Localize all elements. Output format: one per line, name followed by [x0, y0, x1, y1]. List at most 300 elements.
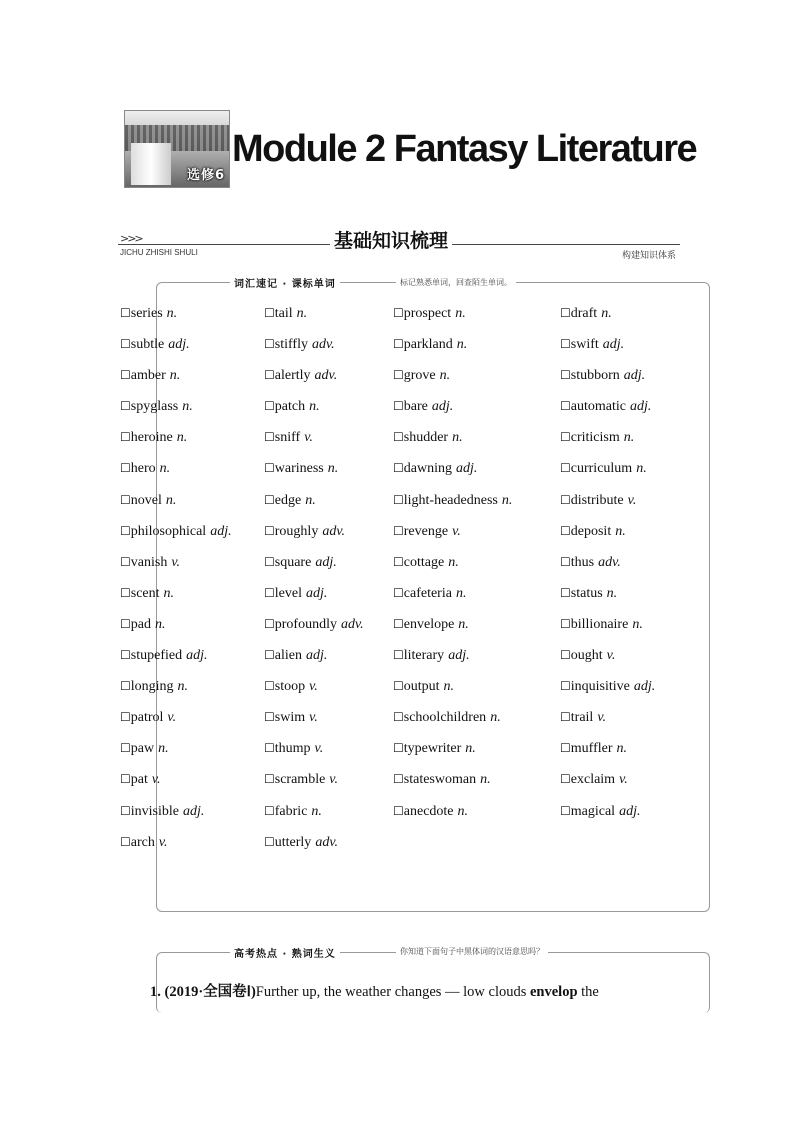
vocab-word: swift	[570, 337, 599, 353]
checkbox-icon[interactable]: ☐	[264, 430, 275, 445]
part-of-speech: adj.	[623, 368, 646, 384]
part-of-speech: n.	[455, 585, 467, 601]
checkbox-icon[interactable]: ☐	[120, 492, 131, 507]
part-of-speech: n.	[615, 523, 626, 539]
vocab-item[interactable]	[393, 741, 512, 772]
checkbox-icon[interactable]: ☐	[393, 492, 404, 507]
checkbox-icon[interactable]: ☐	[560, 337, 571, 352]
checkbox-icon[interactable]: ☐	[264, 741, 275, 756]
checkbox-icon[interactable]: ☐	[560, 306, 571, 320]
module-banner-image	[124, 110, 230, 188]
vocab-item[interactable]	[393, 586, 512, 617]
vocab-item[interactable]	[393, 399, 512, 430]
hotspot-heading: 高考热点 · 熟词生义	[230, 945, 340, 960]
vocab-word: criticism	[570, 430, 620, 446]
checkbox-icon[interactable]: ☐	[560, 492, 571, 507]
vocab-item[interactable]	[120, 461, 232, 492]
checkbox-icon[interactable]: ☐	[120, 585, 131, 600]
checkbox-icon[interactable]: ☐	[264, 803, 275, 818]
part-of-speech: v.	[606, 648, 616, 664]
part-of-speech: adj.	[633, 679, 656, 695]
vocab-item[interactable]	[560, 741, 655, 772]
checkbox-icon[interactable]: ☐	[264, 616, 275, 631]
vocab-word: arch	[130, 834, 155, 850]
checkbox-icon[interactable]: ☐	[393, 337, 404, 352]
vocab-word: automatic	[570, 399, 626, 415]
checkbox-icon[interactable]: ☐	[560, 803, 571, 818]
part-of-speech: n.	[480, 772, 491, 788]
vocab-column	[393, 306, 512, 835]
vocab-word: stiffly	[274, 337, 308, 353]
vocab-item[interactable]	[560, 617, 655, 648]
vocab-word: wariness	[274, 461, 324, 477]
vocab-item[interactable]	[120, 337, 232, 368]
question-number: 1.	[150, 984, 161, 1000]
vocab-word: muffler	[570, 741, 613, 757]
section-arrows: >>>	[120, 232, 142, 245]
part-of-speech: n.	[169, 368, 181, 384]
vocab-item[interactable]	[264, 586, 364, 617]
vocab-word: thus	[570, 554, 595, 570]
checkbox-icon[interactable]: ☐	[393, 679, 404, 694]
part-of-speech: n.	[163, 585, 175, 601]
part-of-speech: n.	[632, 616, 643, 632]
part-of-speech: v.	[151, 772, 161, 788]
vocab-word: parkland	[403, 337, 453, 353]
part-of-speech: n.	[439, 368, 451, 384]
vocab-item[interactable]	[120, 524, 232, 555]
vocab-item[interactable]	[120, 679, 232, 710]
vocab-item[interactable]	[393, 337, 512, 368]
vocab-item[interactable]	[393, 368, 512, 399]
vocab-word: draft	[570, 306, 598, 321]
vocab-word: paw	[130, 741, 155, 757]
vocab-item[interactable]	[560, 493, 655, 524]
hotspot-note: 你知道下面句子中黑体词的汉语意思吗？	[396, 946, 548, 957]
vocab-word: scramble	[274, 772, 326, 788]
checkbox-icon[interactable]: ☐	[120, 461, 131, 476]
vocab-word: novel	[130, 492, 162, 508]
checkbox-icon[interactable]: ☐	[560, 741, 571, 756]
vocab-word: profoundly	[274, 616, 337, 632]
part-of-speech: adj.	[183, 803, 205, 819]
section-subtitle-right: 构建知识体系	[621, 251, 676, 261]
section-title: 基础知识梳理	[330, 226, 452, 253]
checkbox-icon[interactable]: ☐	[120, 648, 131, 663]
vocab-item[interactable]	[264, 710, 364, 741]
vocab-word: amber	[130, 368, 166, 384]
part-of-speech: adj.	[315, 554, 337, 570]
vocab-word: envelope	[403, 616, 455, 632]
checkbox-icon[interactable]: ☐	[264, 585, 275, 600]
part-of-speech: n.	[455, 306, 466, 321]
vocab-word: inquisitive	[570, 679, 630, 695]
vocab-word: tail	[274, 306, 293, 321]
vocab-item[interactable]	[393, 804, 512, 835]
vocab-item[interactable]	[393, 555, 512, 586]
vocab-item[interactable]	[264, 741, 364, 772]
vocab-word: spyglass	[130, 399, 179, 415]
vocab-column	[120, 306, 232, 866]
checkbox-icon[interactable]: ☐	[560, 399, 571, 414]
part-of-speech: n.	[452, 430, 463, 446]
vocab-word: hero	[130, 461, 156, 477]
vocab-item[interactable]	[120, 648, 232, 679]
part-of-speech: v.	[314, 741, 324, 757]
vocab-word: grove	[403, 368, 436, 384]
vocab-item[interactable]	[393, 710, 512, 741]
vocab-word: light-headedness	[403, 492, 498, 508]
checkbox-icon[interactable]: ☐	[120, 616, 131, 631]
vocab-word: dawning	[403, 461, 452, 477]
vocab-word: series	[130, 306, 163, 321]
vocab-item[interactable]	[120, 710, 232, 741]
part-of-speech: adj.	[305, 585, 328, 601]
vocab-word: subtle	[130, 337, 165, 353]
question-text-after: the	[577, 984, 599, 1000]
part-of-speech: n.	[158, 741, 169, 757]
part-of-speech: adj.	[629, 399, 652, 415]
checkbox-icon[interactable]: ☐	[560, 461, 571, 476]
checkbox-icon[interactable]: ☐	[120, 679, 131, 694]
vocab-word: stoop	[274, 679, 306, 695]
vocab-item[interactable]	[120, 430, 232, 461]
part-of-speech: n.	[465, 741, 476, 757]
checkbox-icon[interactable]: ☐	[560, 523, 571, 538]
checkbox-icon[interactable]: ☐	[120, 741, 131, 756]
part-of-speech: adj.	[448, 648, 470, 664]
checkbox-icon[interactable]: ☐	[560, 648, 571, 663]
part-of-speech: adj.	[602, 337, 625, 353]
checkbox-icon[interactable]: ☐	[264, 679, 275, 694]
vocab-item[interactable]	[264, 430, 364, 461]
vocab-word: deposit	[570, 523, 612, 539]
vocab-item[interactable]	[560, 679, 655, 710]
checkbox-icon[interactable]: ☐	[264, 337, 275, 352]
vocab-item[interactable]	[560, 804, 655, 835]
checkbox-icon[interactable]: ☐	[393, 554, 404, 569]
vocab-word: billionaire	[570, 616, 629, 632]
vocab-word: scent	[130, 585, 160, 601]
checkbox-icon[interactable]: ☐	[393, 306, 404, 320]
vocab-word: prospect	[403, 306, 452, 321]
vocab-word: alertly	[274, 368, 311, 384]
vocab-word: utterly	[274, 834, 312, 850]
question-bold-word: envelop	[530, 984, 578, 1000]
vocab-word: schoolchildren	[403, 710, 487, 726]
part-of-speech: v.	[597, 710, 606, 726]
checkbox-icon[interactable]: ☐	[264, 834, 275, 849]
part-of-speech: n.	[490, 710, 501, 726]
part-of-speech: adv.	[314, 368, 338, 384]
question-source: (2019·全国卷Ⅰ)	[164, 984, 256, 1000]
vocab-item[interactable]	[120, 772, 232, 803]
checkbox-icon[interactable]: ☐	[264, 772, 275, 787]
vocab-word: sniff	[274, 430, 301, 446]
part-of-speech: n.	[311, 803, 322, 819]
vocab-item[interactable]	[393, 648, 512, 679]
part-of-speech: adv.	[322, 523, 346, 539]
checkbox-icon[interactable]: ☐	[393, 523, 404, 538]
checkbox-icon[interactable]: ☐	[120, 430, 131, 445]
part-of-speech: n.	[458, 616, 469, 632]
checkbox-icon[interactable]: ☐	[120, 772, 131, 787]
part-of-speech: n.	[182, 399, 193, 415]
checkbox-icon[interactable]: ☐	[560, 368, 571, 383]
part-of-speech: v.	[619, 772, 628, 788]
part-of-speech: n.	[177, 679, 189, 695]
part-of-speech: v.	[158, 834, 168, 850]
vocab-item[interactable]	[120, 555, 232, 586]
vocab-item[interactable]	[560, 399, 655, 430]
vocab-item[interactable]	[120, 617, 232, 648]
vocab-word: typewriter	[403, 741, 462, 757]
part-of-speech: n.	[327, 461, 339, 477]
vocab-column	[264, 306, 364, 866]
vocab-item[interactable]	[264, 461, 364, 492]
part-of-speech: adj.	[305, 648, 328, 664]
part-of-speech: n.	[443, 679, 455, 695]
vocab-item[interactable]	[120, 368, 232, 399]
section-pinyin: JICHU ZHISHI SHULI	[120, 248, 198, 257]
part-of-speech: v.	[171, 554, 181, 570]
vocab-word: revenge	[403, 523, 449, 539]
checkbox-icon[interactable]: ☐	[120, 523, 131, 538]
vocab-item[interactable]	[120, 493, 232, 524]
part-of-speech: v.	[627, 492, 637, 508]
vocab-item[interactable]	[264, 493, 364, 524]
vocab-item[interactable]	[393, 524, 512, 555]
part-of-speech: v.	[309, 710, 318, 726]
vocab-item[interactable]	[393, 679, 512, 710]
part-of-speech: v.	[304, 430, 313, 446]
vocab-item[interactable]	[120, 741, 232, 772]
vocab-word: patrol	[130, 710, 164, 726]
checkbox-icon[interactable]: ☐	[560, 616, 571, 631]
question-1	[150, 980, 676, 1001]
vocab-item[interactable]	[264, 835, 364, 866]
vocab-word: bare	[403, 399, 428, 415]
checkbox-icon[interactable]: ☐	[120, 710, 131, 725]
vocab-word: invisible	[130, 803, 179, 819]
part-of-speech: adv.	[311, 337, 335, 353]
vocab-word: literary	[403, 648, 445, 664]
checkbox-icon[interactable]: ☐	[560, 710, 571, 725]
part-of-speech: n.	[154, 616, 166, 632]
checkbox-icon[interactable]: ☐	[264, 492, 275, 507]
vocab-word: magical	[570, 803, 616, 819]
vocab-word: edge	[274, 492, 302, 508]
vocab-heading: 词汇速记 · 课标单词	[230, 275, 340, 290]
part-of-speech: n.	[623, 430, 635, 446]
checkbox-icon[interactable]: ☐	[393, 368, 404, 383]
vocab-word: vanish	[130, 554, 168, 570]
vocab-item[interactable]	[560, 555, 655, 586]
part-of-speech: adj.	[431, 399, 454, 415]
vocab-item[interactable]	[560, 772, 655, 803]
vocab-item[interactable]	[393, 772, 512, 803]
part-of-speech: n.	[296, 306, 308, 321]
vocab-word: philosophical	[130, 523, 207, 539]
vocab-word: output	[403, 679, 440, 695]
vocab-word: longing	[130, 679, 174, 695]
part-of-speech: adj.	[455, 461, 478, 477]
vocab-item[interactable]	[393, 461, 512, 492]
vocab-item[interactable]	[560, 368, 655, 399]
vocab-item[interactable]	[264, 399, 364, 430]
checkbox-icon[interactable]: ☐	[264, 461, 275, 476]
part-of-speech: adj.	[168, 337, 190, 353]
part-of-speech: n.	[448, 554, 459, 570]
checkbox-icon[interactable]: ☐	[560, 679, 571, 694]
banner-waterfall	[131, 143, 171, 185]
checkbox-icon[interactable]: ☐	[393, 710, 404, 725]
checkbox-icon[interactable]: ☐	[393, 585, 404, 600]
vocab-note: 标记熟悉单词，回查陌生单词。	[396, 277, 516, 288]
vocab-word: pad	[130, 616, 151, 632]
checkbox-icon[interactable]: ☐	[264, 710, 275, 725]
checkbox-icon[interactable]: ☐	[120, 554, 131, 569]
part-of-speech: v.	[452, 523, 461, 539]
part-of-speech: adj.	[186, 648, 208, 664]
vocab-word: patch	[274, 399, 306, 415]
part-of-speech: n.	[456, 337, 468, 353]
vocab-word: curriculum	[570, 461, 633, 477]
vocab-item[interactable]	[264, 772, 364, 803]
vocab-word: level	[274, 585, 302, 601]
vocab-item[interactable]	[120, 835, 232, 866]
part-of-speech: adv.	[598, 554, 621, 570]
part-of-speech: n.	[159, 461, 171, 477]
vocab-word: square	[274, 554, 312, 570]
part-of-speech: v.	[309, 679, 318, 695]
checkbox-icon[interactable]: ☐	[393, 803, 404, 818]
vocab-item[interactable]	[560, 586, 655, 617]
vocab-item[interactable]	[560, 306, 655, 337]
part-of-speech: v.	[167, 710, 177, 726]
checkbox-icon[interactable]: ☐	[120, 399, 131, 414]
vocab-item[interactable]	[120, 399, 232, 430]
part-of-speech: n.	[176, 430, 188, 446]
vocab-word: fabric	[274, 803, 308, 819]
vocab-item[interactable]	[120, 306, 232, 337]
vocab-item[interactable]	[560, 710, 655, 741]
part-of-speech: adj.	[619, 803, 641, 819]
part-of-speech: n.	[309, 399, 320, 415]
question-text-before: Further up, the weather changes — low clouds	[255, 984, 530, 1000]
checkbox-icon[interactable]: ☐	[393, 772, 404, 787]
part-of-speech: n.	[166, 306, 178, 321]
checkbox-icon[interactable]: ☐	[560, 554, 571, 569]
checkbox-icon[interactable]: ☐	[393, 648, 404, 663]
part-of-speech: n.	[501, 492, 513, 508]
checkbox-icon[interactable]: ☐	[560, 772, 571, 787]
vocab-word: anecdote	[403, 803, 454, 819]
vocab-word: heroine	[130, 430, 173, 446]
vocab-item[interactable]	[264, 524, 364, 555]
vocab-word: cafeteria	[403, 585, 452, 601]
checkbox-icon[interactable]: ☐	[120, 306, 131, 320]
checkbox-icon[interactable]: ☐	[120, 337, 131, 352]
checkbox-icon[interactable]: ☐	[393, 399, 404, 414]
checkbox-icon[interactable]: ☐	[120, 803, 131, 818]
checkbox-icon[interactable]: ☐	[264, 523, 275, 538]
checkbox-icon[interactable]: ☐	[264, 368, 275, 383]
vocab-word: status	[570, 585, 603, 601]
checkbox-icon[interactable]: ☐	[120, 834, 131, 849]
module-title: Module 2 Fantasy Literature	[232, 128, 697, 170]
part-of-speech: n.	[305, 492, 316, 508]
vocab-item[interactable]	[393, 306, 512, 337]
vocab-item[interactable]	[264, 804, 364, 835]
checkbox-icon[interactable]: ☐	[264, 399, 275, 414]
vocab-item[interactable]	[393, 617, 512, 648]
vocab-item[interactable]	[120, 586, 232, 617]
vocab-word: distribute	[570, 492, 624, 508]
vocab-word: ought	[570, 648, 603, 664]
vocab-item[interactable]	[264, 337, 364, 368]
vocab-word: shudder	[403, 430, 449, 446]
vocab-item[interactable]	[393, 493, 512, 524]
vocab-word: roughly	[274, 523, 319, 539]
vocab-item[interactable]	[264, 555, 364, 586]
part-of-speech: n.	[606, 585, 618, 601]
checkbox-icon[interactable]: ☐	[264, 554, 275, 569]
vocab-word: stubborn	[570, 368, 620, 384]
vocab-item[interactable]	[560, 648, 655, 679]
banner-tag: 选修6	[186, 168, 225, 183]
part-of-speech: n.	[616, 741, 627, 757]
part-of-speech: n.	[601, 306, 612, 321]
vocab-item[interactable]	[560, 430, 655, 461]
checkbox-icon[interactable]: ☐	[120, 368, 131, 383]
checkbox-icon[interactable]: ☐	[393, 430, 404, 445]
vocab-word: stateswoman	[403, 772, 477, 788]
vocab-word: pat	[130, 772, 148, 788]
part-of-speech: n.	[165, 492, 177, 508]
checkbox-icon[interactable]: ☐	[264, 648, 275, 663]
vocab-item[interactable]	[393, 430, 512, 461]
vocab-word: trail	[570, 710, 594, 726]
part-of-speech: adj.	[210, 523, 232, 539]
vocab-word: alien	[274, 648, 302, 664]
vocab-word: cottage	[403, 554, 445, 570]
checkbox-icon[interactable]: ☐	[560, 430, 571, 445]
vocab-item[interactable]	[560, 337, 655, 368]
vocab-item[interactable]	[560, 524, 655, 555]
part-of-speech: n.	[636, 461, 647, 477]
checkbox-icon[interactable]: ☐	[560, 585, 571, 600]
checkbox-icon[interactable]: ☐	[393, 616, 404, 631]
part-of-speech: v.	[329, 772, 338, 788]
vocab-item[interactable]	[120, 804, 232, 835]
part-of-speech: adv.	[340, 616, 364, 632]
part-of-speech: n.	[457, 803, 469, 819]
vocab-item[interactable]	[264, 617, 364, 648]
vocab-item[interactable]	[264, 648, 364, 679]
part-of-speech: adv.	[315, 834, 338, 850]
vocab-item[interactable]	[264, 306, 364, 337]
vocab-word: swim	[274, 710, 306, 726]
vocab-word: stupefied	[130, 648, 183, 664]
vocab-column	[560, 306, 655, 835]
vocab-item[interactable]	[264, 368, 364, 399]
vocab-item[interactable]	[264, 679, 364, 710]
vocab-item[interactable]	[560, 461, 655, 492]
checkbox-icon[interactable]: ☐	[393, 461, 404, 476]
checkbox-icon[interactable]: ☐	[264, 306, 275, 320]
checkbox-icon[interactable]: ☐	[393, 741, 404, 756]
